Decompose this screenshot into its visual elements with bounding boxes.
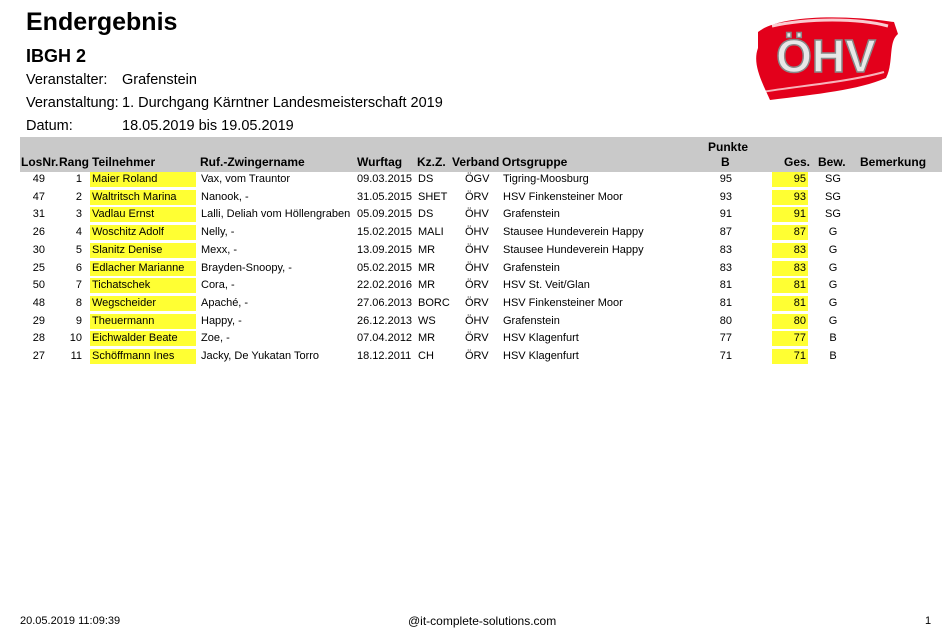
footer-printed-date: 20.05.2019 11:09:39	[20, 615, 121, 627]
cell-verband: ÖHV	[465, 226, 489, 239]
cell-b: 71	[719, 350, 732, 362]
header-bew: Bew.	[818, 155, 846, 169]
header-kz: Kz.Z.	[417, 155, 446, 169]
header-rufname: Ruf.-Zwingername	[200, 155, 305, 169]
cell-wurftag: 22.02.2016	[357, 279, 413, 292]
cell-teilnehmer: Vadlau Ernst	[90, 207, 196, 222]
cell-kz: MALI	[418, 226, 444, 239]
header-punkte: Punkte	[708, 140, 749, 154]
header-verband: Verband	[452, 155, 500, 169]
cell-ges: 87	[772, 225, 808, 240]
cell-rufname: Lalli, Deliah vom Höllengraben	[201, 208, 351, 221]
cell-ges: 81	[772, 296, 808, 311]
cell-ortsgruppe: HSV St. Veit/Glan	[503, 279, 590, 292]
meta-value-veranstaltung: 1. Durchgang Kärntner Landesmeisterschaft 2019	[122, 95, 443, 111]
cell-teilnehmer: Woschitz Adolf	[90, 225, 196, 240]
cell-ortsgruppe: Grafenstein	[503, 314, 560, 327]
cell-rufname: Apaché, -	[201, 296, 249, 309]
cell-ortsgruppe: Grafenstein	[503, 261, 560, 274]
cell-b: 83	[719, 261, 732, 274]
cell-rufname: Zoe, -	[201, 332, 230, 345]
cell-bew: G	[828, 279, 838, 292]
cell-rang: 9	[75, 314, 82, 327]
cell-verband: ÖHV	[465, 243, 489, 256]
cell-rang: 6	[75, 261, 82, 274]
cell-losnr: 29	[32, 314, 45, 327]
cell-losnr: 25	[32, 261, 45, 274]
logo-text: ÖHV	[776, 30, 876, 82]
header-losnr: LosNr.	[21, 155, 59, 169]
header-rang: Rang	[59, 155, 89, 169]
cell-rufname: Nelly, -	[201, 226, 235, 239]
cell-bew: B	[829, 332, 837, 345]
cell-kz: DS	[418, 173, 434, 185]
cell-verband: ÖGV	[465, 173, 490, 185]
meta-value-datum: 18.05.2019 bis 19.05.2019	[122, 118, 294, 134]
cell-bew: B	[829, 350, 837, 362]
page-title: Endergebnis	[26, 8, 178, 36]
cell-bew: SG	[825, 190, 841, 203]
cell-teilnehmer: Slanitz Denise	[90, 243, 196, 258]
meta-value-veranstalter: Grafenstein	[122, 72, 197, 88]
cell-wurftag: 09.03.2015	[357, 173, 413, 185]
cell-kz: MR	[418, 279, 436, 292]
cell-verband: ÖRV	[465, 350, 489, 362]
cell-teilnehmer: Maier Roland	[90, 172, 196, 187]
cell-ges: 83	[772, 243, 808, 258]
cell-rang: 10	[69, 332, 82, 345]
cell-rufname: Cora, -	[201, 279, 235, 292]
cell-bew: G	[828, 243, 838, 256]
cell-rang: 2	[75, 190, 82, 203]
cell-ges: 81	[772, 278, 808, 293]
cell-kz: MR	[418, 261, 436, 274]
cell-ges: 71	[772, 349, 808, 364]
cell-teilnehmer: Wegscheider	[90, 296, 196, 311]
cell-kz: DS	[418, 208, 434, 221]
cell-b: 93	[719, 190, 732, 203]
cell-bew: G	[828, 314, 838, 327]
cell-losnr: 27	[32, 350, 45, 362]
cell-rang: 3	[75, 208, 82, 221]
header-bemerkung: Bemerkung	[860, 155, 927, 169]
cell-losnr: 50	[32, 279, 45, 292]
cell-rufname: Brayden-Snoopy, -	[201, 261, 292, 274]
cell-teilnehmer: Schöffmann Ines	[90, 349, 196, 364]
cell-wurftag: 18.12.2011	[357, 350, 412, 362]
cell-rang: 7	[75, 279, 82, 292]
meta-label-veranstaltung: Veranstaltung:	[26, 95, 119, 111]
cell-wurftag: 26.12.2013	[357, 314, 413, 327]
cell-verband: ÖHV	[465, 314, 489, 327]
header-ges: Ges.	[784, 155, 811, 169]
cell-ortsgruppe: Tigring-Moosburg	[503, 173, 589, 185]
cell-wurftag: 13.09.2015	[357, 243, 413, 256]
cell-ortsgruppe: Stausee Hundeverein Happy	[503, 243, 644, 256]
cell-ges: 93	[772, 190, 808, 205]
cell-teilnehmer: Tichatschek	[90, 278, 196, 293]
cell-rang: 8	[75, 296, 82, 309]
cell-losnr: 49	[32, 173, 45, 185]
cell-rang: 5	[75, 243, 82, 256]
cell-ortsgruppe: HSV Klagenfurt	[503, 332, 579, 345]
cell-b: 81	[719, 279, 732, 292]
cell-b: 83	[719, 243, 732, 256]
cell-teilnehmer: Waltritsch Marina	[90, 190, 196, 205]
cell-rang: 4	[75, 226, 82, 239]
cell-ortsgruppe: Stausee Hundeverein Happy	[503, 226, 644, 239]
cell-rang: 1	[75, 173, 82, 185]
cell-bew: SG	[825, 173, 841, 185]
cell-losnr: 30	[32, 243, 45, 256]
cell-bew: G	[828, 296, 838, 309]
meta-label-datum: Datum:	[26, 118, 73, 134]
header-teilnehmer: Teilnehmer	[92, 155, 156, 169]
cell-kz: BORC	[418, 296, 450, 309]
header-b: B	[721, 155, 730, 169]
cell-kz: CH	[418, 350, 434, 362]
cell-ges: 91	[772, 207, 808, 222]
cell-rufname: Happy, -	[201, 314, 242, 327]
cell-rang: 11	[70, 350, 82, 362]
cell-bew: SG	[825, 208, 841, 221]
cell-teilnehmer: Theuermann	[90, 314, 196, 329]
cell-ges: 83	[772, 261, 808, 276]
cell-verband: ÖRV	[465, 332, 489, 345]
meta-label-veranstalter: Veranstalter:	[26, 72, 108, 88]
cell-rufname: Vax, vom Trauntor	[201, 173, 291, 185]
cell-losnr: 48	[32, 296, 45, 309]
footer-page-number: 1	[925, 615, 932, 627]
cell-rufname: Jacky, De Yukatan Torro	[201, 350, 320, 362]
cell-wurftag: 05.09.2015	[357, 208, 413, 221]
cell-b: 91	[719, 208, 732, 221]
cell-teilnehmer: Eichwalder Beate	[90, 331, 196, 346]
cell-verband: ÖRV	[465, 279, 489, 292]
cell-ges: 77	[772, 331, 808, 346]
cell-b: 95	[719, 173, 732, 185]
cell-ges: 95	[772, 172, 808, 187]
cell-verband: ÖHV	[465, 261, 489, 274]
cell-ortsgruppe: HSV Finkensteiner Moor	[503, 190, 623, 203]
cell-verband: ÖRV	[465, 296, 489, 309]
cell-ges: 80	[772, 314, 808, 329]
cell-wurftag: 15.02.2015	[357, 226, 413, 239]
cell-wurftag: 27.06.2013	[357, 296, 413, 309]
cell-losnr: 28	[32, 332, 45, 345]
cell-ortsgruppe: HSV Klagenfurt	[503, 350, 579, 362]
cell-kz: MR	[418, 243, 436, 256]
cell-losnr: 47	[32, 190, 45, 203]
cell-b: 81	[719, 296, 732, 309]
cell-b: 87	[719, 226, 732, 239]
cell-b: 80	[719, 314, 732, 327]
cell-b: 77	[719, 332, 732, 345]
cell-losnr: 26	[32, 226, 45, 239]
footer-credit: @it-complete-solutions.com	[408, 614, 557, 628]
cell-wurftag: 07.04.2012	[357, 332, 413, 345]
cell-losnr: 31	[32, 208, 45, 221]
cell-kz: WS	[418, 314, 436, 327]
header-ortsgruppe: Ortsgruppe	[502, 155, 568, 169]
cell-wurftag: 31.05.2015	[357, 190, 413, 203]
cell-rufname: Mexx, -	[201, 243, 238, 256]
page-subtitle: IBGH 2	[26, 46, 87, 66]
cell-ortsgruppe: HSV Finkensteiner Moor	[503, 296, 623, 309]
cell-ortsgruppe: Grafenstein	[503, 208, 560, 221]
cell-kz: MR	[418, 332, 436, 345]
cell-wurftag: 05.02.2015	[357, 261, 413, 274]
cell-rufname: Nanook, -	[201, 190, 249, 203]
cell-bew: G	[828, 226, 838, 239]
ohv-logo	[748, 12, 900, 104]
cell-verband: ÖHV	[465, 208, 489, 221]
cell-teilnehmer: Edlacher Marianne	[90, 261, 196, 276]
cell-verband: ÖRV	[465, 190, 489, 203]
cell-kz: SHET	[418, 190, 448, 203]
cell-bew: G	[828, 261, 838, 274]
header-wurftag: Wurftag	[357, 155, 403, 169]
